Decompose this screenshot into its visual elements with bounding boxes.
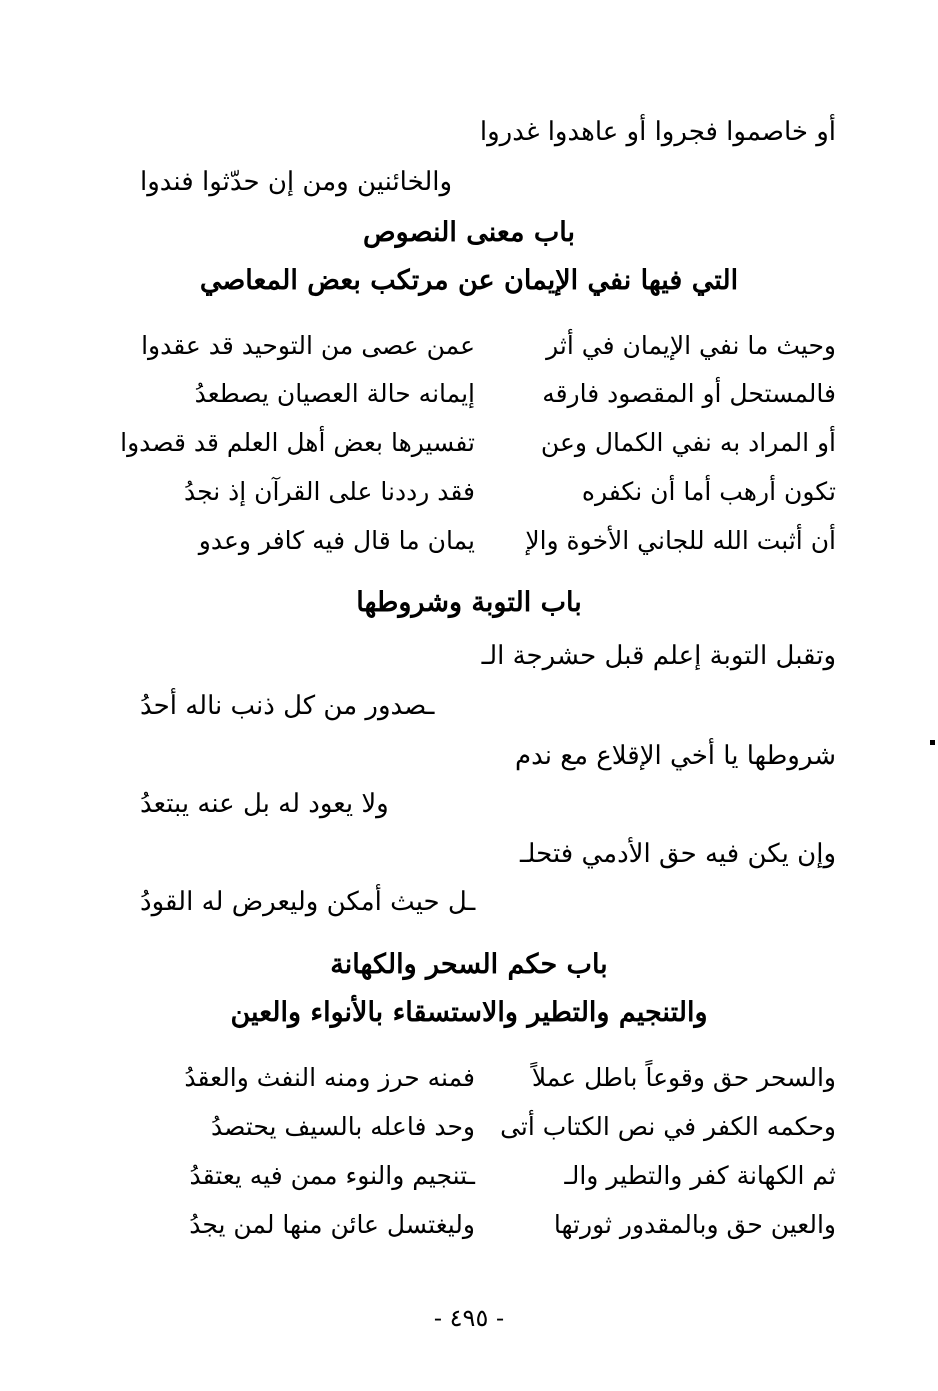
verse-right: فالمستحل أو المقصود فارقه xyxy=(542,379,836,408)
verse-right: تكون أرهب أما أن نكفره xyxy=(581,477,836,506)
verse-right: والعين حق وبالمقدور ثورتها xyxy=(553,1210,836,1239)
scan-mark xyxy=(930,740,935,745)
page-number: - ٤٩٥ - xyxy=(433,1304,505,1332)
toba-line: ـل حيث أمكن وليعرض له القودُ xyxy=(140,887,476,917)
toba-line: وتقبل التوبة إعلم قبل حشرجة الـ xyxy=(481,641,836,671)
verse-left: تفسيرها بعض أهل العلم قد قصدوا xyxy=(120,428,475,457)
toba-line: شروطها يا أخي الإقلاع مع ندم xyxy=(515,741,836,771)
intro-line-1: أو خاصموا فجروا أو عاهدوا غدروا xyxy=(479,117,836,147)
section-heading-3: باب حكم السحر والكهانة xyxy=(330,949,608,980)
toba-line: ولا يعود له بل عنه يبتعدُ xyxy=(140,789,389,819)
toba-line: ـصدور من كل ذنب ناله أحدُ xyxy=(140,691,435,721)
verse-right: وحكمه الكفر في نص الكتاب أتى xyxy=(500,1112,836,1141)
verse-left: وحد فاعله بالسيف يحتصدُ xyxy=(210,1112,475,1141)
verse-left: يمان ما قال فيه كافر وعدو xyxy=(198,526,475,555)
verse-left: فقد رددنا على القرآن إذ نجدُ xyxy=(183,477,475,506)
verse-right: أو المراد به نفي الكمال وعن xyxy=(540,428,836,457)
verse-right: ثم الكهانة كفر والتطير والـ xyxy=(564,1161,836,1190)
section-subheading-3: والتنجيم والتطير والاستسقاء بالأنواء والعين xyxy=(230,997,708,1028)
verse-left: إيمانه حالة العصيان يصطعدُ xyxy=(194,379,475,408)
verse-left: عمن عصى من التوحيد قد عقدوا xyxy=(141,331,475,360)
verse-left: وليغتسل عائن منها لمن يجدُ xyxy=(189,1210,475,1239)
verse-right: وحيث ما نفي الإيمان في أثر xyxy=(546,331,836,360)
section-heading-2: باب التوبة وشروطها xyxy=(356,587,582,618)
intro-line-2: والخائنين ومن إن حدّثوا فندوا xyxy=(140,167,453,197)
section-subheading-1: التي فيها نفي الإيمان عن مرتكب بعض المعاصي xyxy=(199,265,739,296)
verse-left: فمنه حرز ومنه النفث والعقدُ xyxy=(184,1063,475,1092)
toba-line: وإن يكن فيه حق الأدمي فتحلـ xyxy=(519,839,836,869)
verse-right: أن أثبت الله للجاني الأخوة والإ xyxy=(525,526,836,555)
verse-right: والسحر حق وقوعاً باطل عملاً xyxy=(531,1063,836,1092)
section-heading-1: باب معنى النصوص xyxy=(363,217,575,248)
verse-left: ـتنجيم والنوء ممن فيه يعتقدُ xyxy=(189,1161,475,1190)
